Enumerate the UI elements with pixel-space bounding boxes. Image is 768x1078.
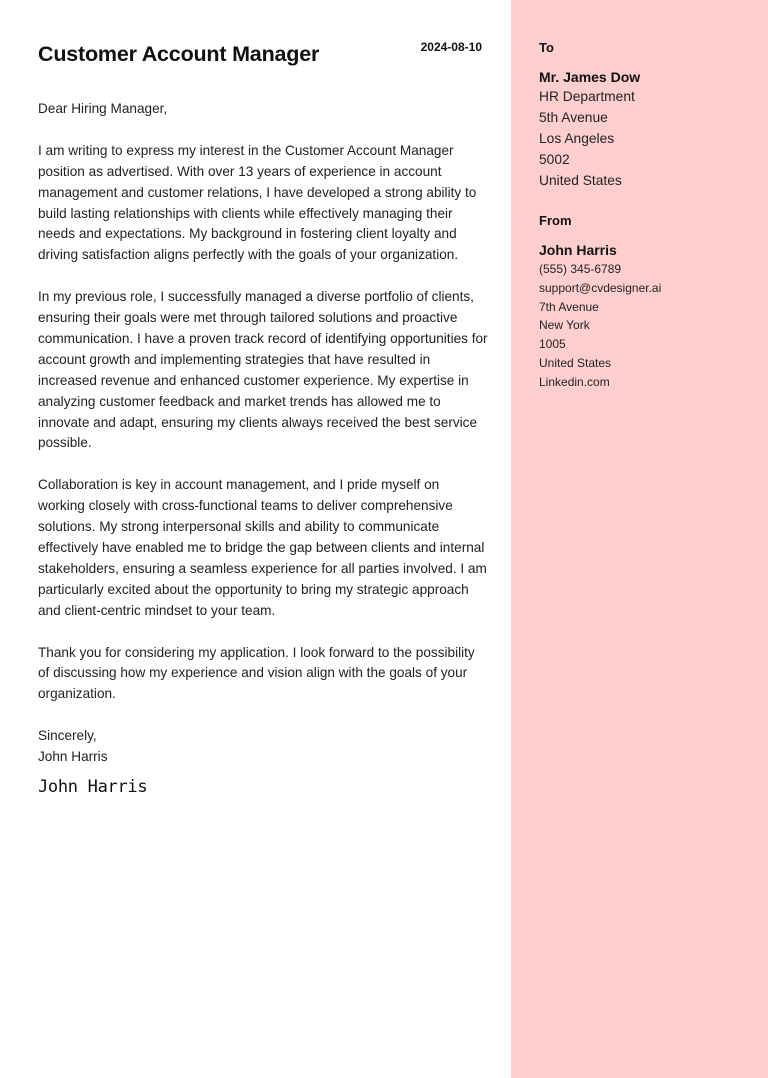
body-paragraph-1: I am writing to express my interest in the Customer Account Manager position as advertised. With over 13 years of experience in account management and customer relations, I have developed a strong ability to build lasting relationships with clients while effectively managing their needs and expectations. My background in fostering client loyalty and driving satisfaction aligns perfectly with the goals of your organization. [38, 142, 477, 263]
closing-name: John Harris [38, 749, 108, 765]
recipient-name: Mr. James Dow [539, 69, 641, 85]
letter-body [38, 99, 488, 768]
handwritten-signature: John Harris [38, 777, 148, 797]
recipient-country: United States [539, 172, 622, 188]
recipient-city: Los Angeles [539, 130, 615, 146]
letter-date: 2024-08-10 [420, 40, 482, 54]
greeting: Dear Hiring Manager, [38, 101, 168, 116]
body-paragraph-2: In my previous role, I successfully managed a diverse portfolio of clients, ensuring their goals were met through tailored solutions and proactive communication. I have a proven track record of identifying opportunities for account growth and implementing strategies that have resulted in increased revenue and enhanced customer experience. My expertise in analyzing customer feedback and market trends has allowed me to innovate and adapt, ensuring my clients always received the best service possible. [38, 289, 488, 451]
closing-phrase: Sincerely, [38, 728, 97, 744]
sender-city: New York [539, 318, 590, 333]
sender-street: 7th Avenue [539, 299, 599, 314]
recipient-label: To [539, 40, 554, 55]
recipient-department: HR Department [539, 89, 635, 104]
sender-email: support@cvdesigner.ai [539, 280, 662, 295]
body-paragraph-3: Collaboration is key in account management, and I pride myself on working closely with cross-functional teams to deliver comprehensive solutions. My strong interpersonal skills and ability to communicate effectively have enabled me to bridge the gap between clients and internal stakeholders, ensuring a seamless experience for all parties involved. I am particularly excited about the opportunity to bring my strategic approach and client-centric mindset to your team. [38, 477, 487, 618]
recipient-postal-code: 5002 [539, 151, 570, 167]
body-paragraph-4: Thank you for considering my application. I look forward to the possibility of discussing how my experience and vision align with the goals of your organization. [38, 644, 475, 702]
sender-linkedin: Linkedin.com [539, 374, 610, 389]
sender-contact [539, 260, 661, 392]
sender-phone: (555) 345-6789 [539, 262, 622, 276]
sender-name: John Harris [539, 242, 617, 258]
sender-label: From [539, 213, 572, 228]
recipient-address [539, 87, 635, 192]
recipient-street: 5th Avenue [539, 109, 608, 125]
sender-postal-code: 1005 [539, 337, 566, 352]
letter-title: Customer Account Manager [38, 42, 320, 66]
closing-block [38, 726, 488, 768]
sender-country: United States [539, 355, 612, 370]
